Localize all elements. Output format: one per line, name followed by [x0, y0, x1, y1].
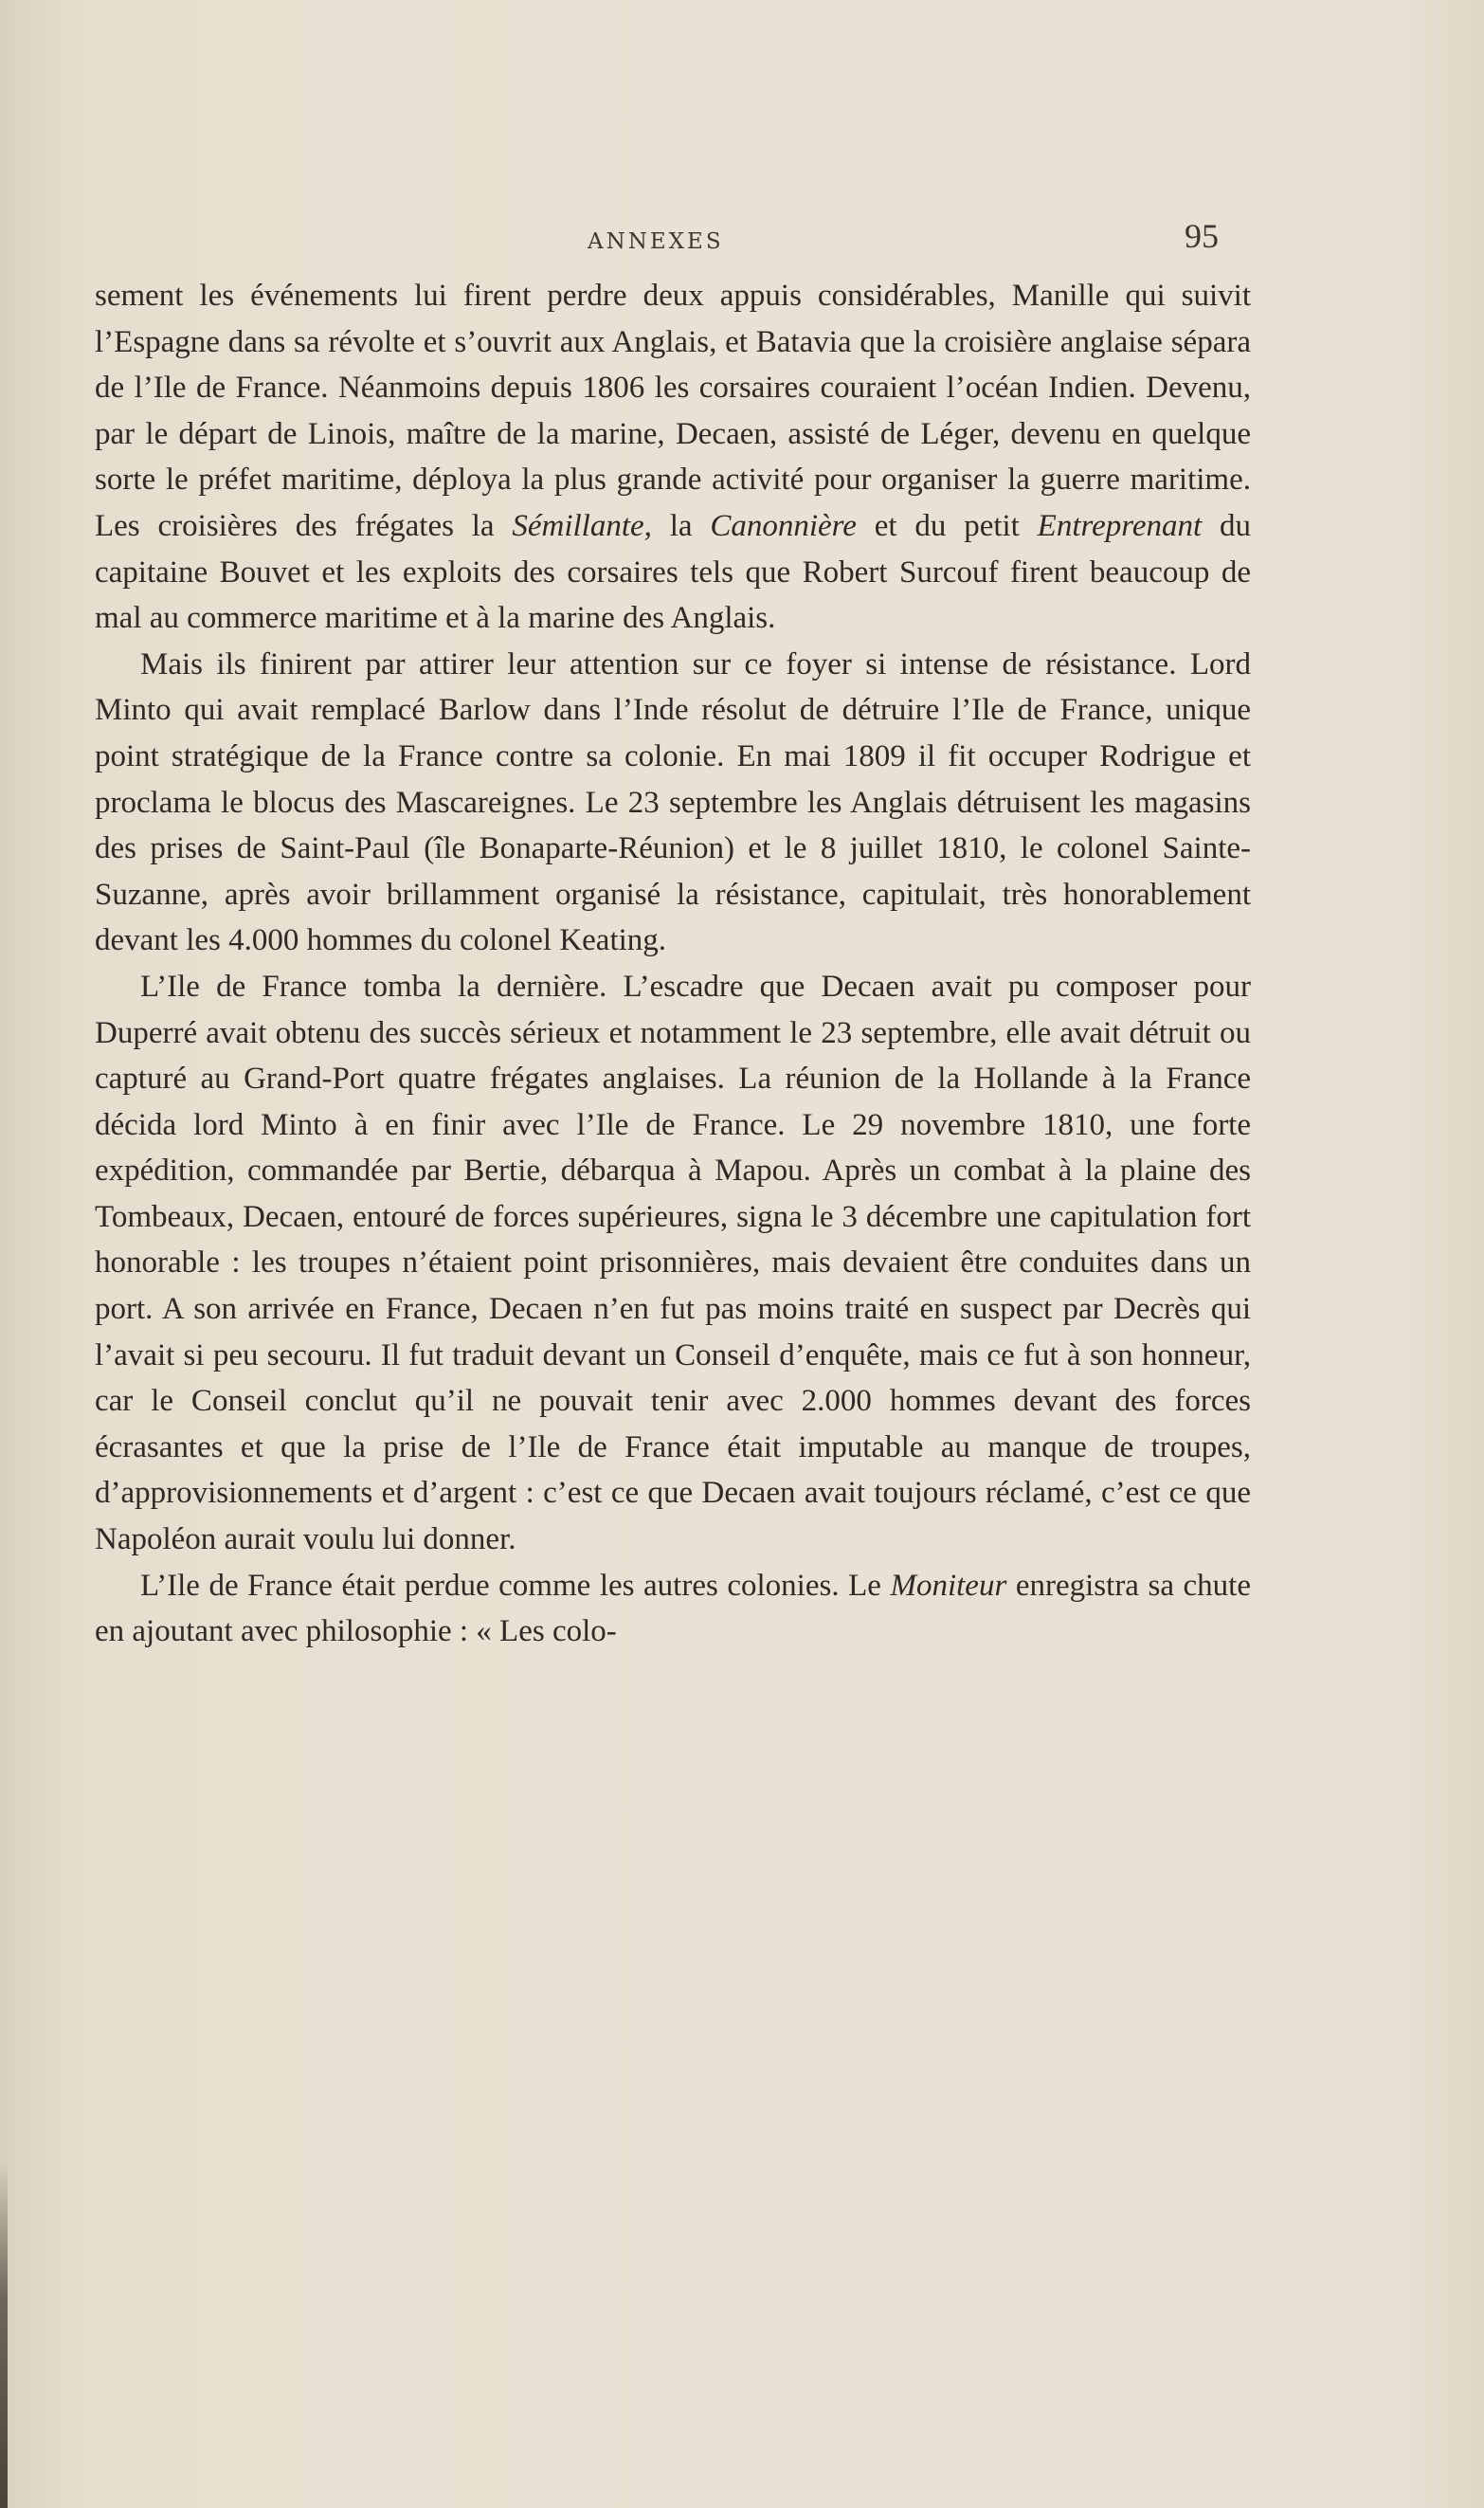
binding-shadow	[0, 2161, 8, 2508]
text-run: sement les événements lui firent perdre deux appuis considérables, Manille qui suivit l’Espagne dans sa révolte et s’ouvrit aux Anglais, et Batavia que la croisière anglaise sépara de l’Ile de France. Néanmoins depuis 1806 les corsaires couraient l’océan Indien. Devenu, par le départ de Linois, maître de la marine, Decaen, assisté de Léger, devenu en quelque sorte le préfet maritime, déploya la plus grande activité pour organiser la guerre maritime. Les croisières des frégates la	[95, 279, 1251, 543]
paragraph	[95, 273, 1251, 642]
text-run: L’Ile de France tomba la dernière. L’escadre que Decaen avait pu composer pour Duperré avait obtenu des succès sérieux et notamment le 23 septembre, elle avait détruit ou capturé au Grand-Port quatre frégates anglaises. La réunion de la Hollande à la France décida lord Minto à en finir avec l’Ile de France. Le 29 novembre 1810, une forte expédition, commandée par Bertie, débarqua à Mapou. Après un combat à la plaine des Tombeaux, Decaen, entouré de forces supérieures, signa le 3 décembre une capitulation fort honorable : les troupes n’étaient point prisonnières, mais devaient être conduites dans un port. A son arrivée en France, Decaen n’en fut pas moins traité en suspect par Decrès qui l’avait si peu secouru. Il fut traduit devant un Conseil d’enquête, mais ce fut à son honneur, car le Conseil conclut qu’il ne pouvait tenir avec 2.000 hommes devant des forces écrasantes et que la prise de l’Ile de France était imputable au manque de troupes, d’approvisionnements et d’argent : c’est ce que Decaen avait toujours réclamé, c’est ce que Napoléon aurait voulu lui donner.	[95, 969, 1251, 1557]
text-run: du capitaine Bouvet et les exploits des corsaires tels que Robert Surcouf firent beaucoup de mal au commerce maritime et à la marine des Anglais.	[95, 508, 1251, 636]
paragraph	[95, 964, 1251, 1563]
running-head: ANNEXES	[588, 229, 724, 254]
paragraph	[95, 642, 1251, 964]
page-number: 95	[1185, 217, 1219, 255]
body-text	[95, 273, 1251, 1655]
text-run: enregistra sa chute en ajoutant avec philosophie : « Les colo-	[95, 1568, 1251, 1649]
page-header	[95, 210, 1232, 267]
italic-run: Moniteur	[890, 1568, 1007, 1603]
paragraph	[95, 1563, 1251, 1655]
text-run: Mais ils finirent par attirer leur attention sur ce foyer si intense de résistance. Lord Minto qui avait remplacé Barlow dans l’Inde résolut de détruire l’Ile de France, unique point stratégique de la France contre sa colonie. En mai 1809 il fit occuper Rodrigue et proclama le blocus des Mascareignes. Le 23 septembre les Anglais détruisent les magasins des prises de Saint-Paul (île Bonaparte-Réunion) et le 8 juillet 1810, le colonel Sainte-Suzanne, après avoir brillamment organisé la résistance, capitulait, très honorablement devant les 4.000 hommes du colonel Keating.	[95, 646, 1251, 958]
italic-run: Entreprenant	[1037, 508, 1203, 543]
text-run: L’Ile de France était perdue comme les autres colonies. Le	[140, 1568, 891, 1603]
italic-run: Sémillante,	[512, 508, 652, 543]
text-run: la	[651, 508, 711, 543]
italic-run: Canonnière	[710, 508, 857, 543]
text-run: et du petit	[856, 508, 1038, 543]
